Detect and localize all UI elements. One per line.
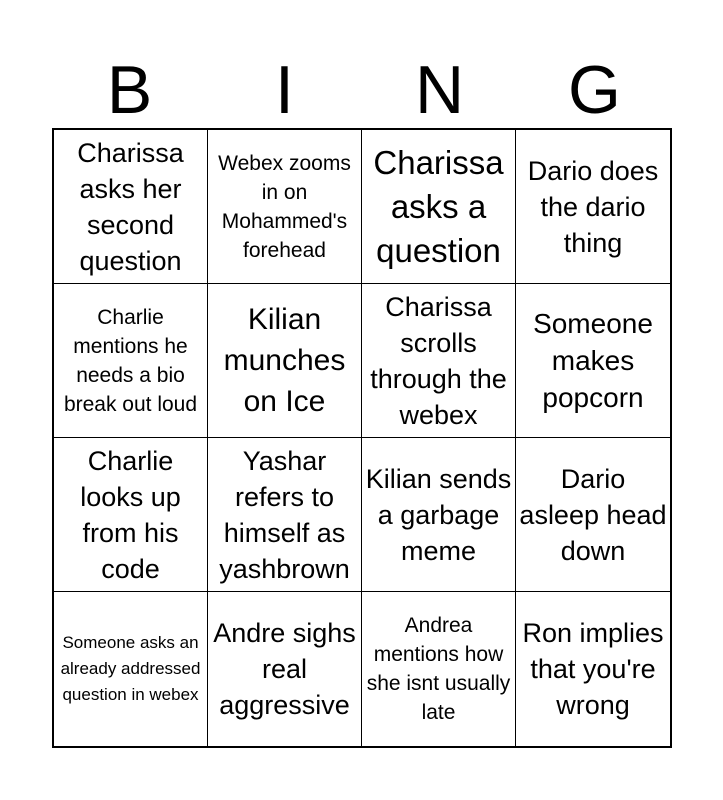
header-letter-n: N (414, 52, 465, 128)
bingo-cell-text: Charissa scrolls through the webex (370, 291, 507, 430)
bingo-cell-text: Andrea mentions how she isnt usually late (366, 614, 511, 724)
bingo-cell-text: Charissa asks a question (373, 143, 504, 269)
bingo-cell-text: Someone makes popcorn (533, 308, 653, 413)
bingo-cell-text: Someone asks an already addressed question in webex (60, 633, 201, 704)
bingo-cell[interactable] (54, 438, 208, 592)
bingo-cell-text: Charlie mentions he needs a bio break out loud (63, 305, 198, 416)
bingo-cell-text: Yashar refers to himself as yashbrown (219, 445, 350, 584)
bingo-cell[interactable] (208, 284, 362, 438)
bingo-cell-text: Webex zooms in on Mohammed's forehead (218, 151, 351, 262)
bingo-cell-text: Kilian munches on Ice (223, 303, 346, 418)
bingo-cell-text: Ron implies that you're wrong (522, 618, 664, 720)
bingo-cell[interactable] (208, 130, 362, 284)
bingo-cell[interactable] (362, 284, 516, 438)
bingo-cell[interactable] (362, 592, 516, 746)
bingo-cell[interactable] (516, 284, 670, 438)
bingo-header (52, 52, 672, 128)
bingo-cell[interactable] (362, 438, 516, 592)
header-letter-i: I (275, 52, 294, 128)
bingo-cell[interactable] (516, 592, 670, 746)
bingo-cell[interactable] (54, 130, 208, 284)
header-letter-g: G (568, 52, 621, 128)
bingo-cell[interactable] (208, 438, 362, 592)
bingo-cell[interactable] (362, 130, 516, 284)
bingo-cell-text: Kilian sends a garbage meme (365, 463, 512, 566)
bingo-cell[interactable] (516, 130, 670, 284)
bingo-cell[interactable] (516, 438, 670, 592)
bingo-board (52, 128, 672, 748)
bingo-cell-text: Charlie looks up from his code (80, 445, 181, 584)
header-letter-b: B (106, 52, 153, 128)
bingo-cell[interactable] (208, 592, 362, 746)
bingo-cell[interactable] (54, 592, 208, 746)
bingo-cell-text: Dario does the dario thing (527, 155, 659, 258)
bingo-cell-text: Dario asleep head down (519, 463, 667, 566)
bingo-cell[interactable] (54, 284, 208, 438)
bingo-cell-text: Andre sighs real aggressive (213, 618, 356, 720)
bingo-cell-text: Charissa asks her second question (77, 137, 184, 276)
